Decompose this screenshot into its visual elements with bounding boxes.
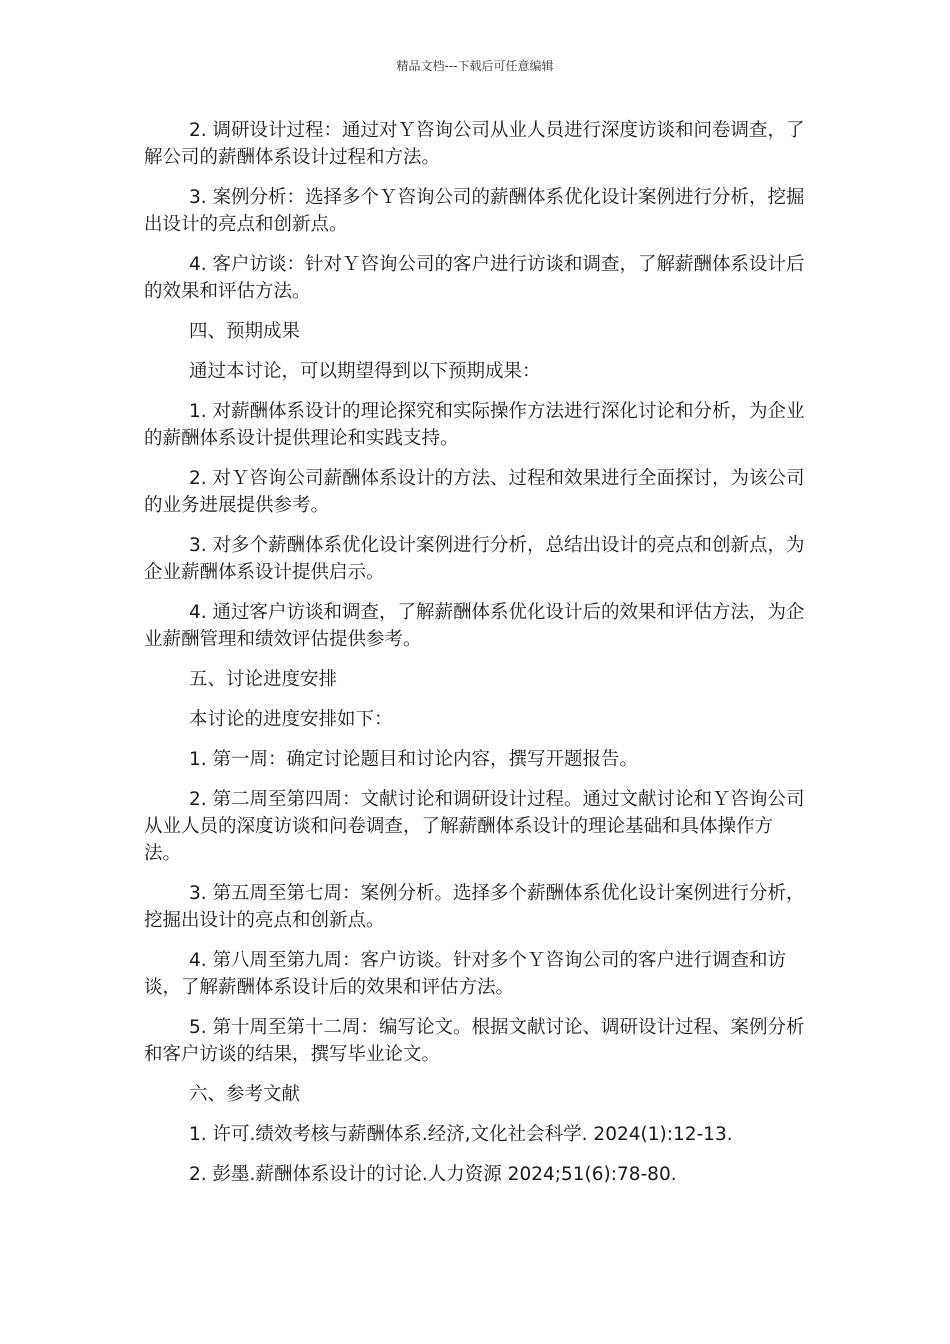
paragraph-result-3: 3. 对多个薪酬体系优化设计案例进行分析，总结出设计的亮点和创新点，为企业薪酬体系设计提供启示。 xyxy=(144,535,805,583)
paragraph-schedule-intro: 本讨论的进度安排如下： xyxy=(189,709,393,730)
paragraph-method-4: 4. 客户访谈：针对Ｙ咨询公司的客户进行访谈和调查，了解薪酬体系设计后的效果和评估方法。 xyxy=(144,254,805,302)
reference-item-2: 2. 彭墨.薪酬体系设计的讨论.人力资源 2024;51(6):78-80. xyxy=(189,1164,677,1185)
paragraph-schedule-4: 4. 第八周至第九周：客户访谈。针对多个Ｙ咨询公司的客户进行调查和访谈，了解薪酬体系设计后的效果和评估方法。 xyxy=(144,950,787,998)
section-heading-schedule: 五、讨论进度安排 xyxy=(189,669,338,690)
reference-item-1: 1. 许可.绩效考核与薪酬体系.经济,文化社会科学. 2024(1):12-13. xyxy=(189,1124,733,1145)
paragraph-schedule-3: 3. 第五周至第七周：案例分析。选择多个薪酬体系优化设计案例进行分析，挖掘出设计的亮点和创新点。 xyxy=(144,883,805,931)
paragraph-method-3: 3. 案例分析：选择多个Ｙ咨询公司的薪酬体系优化设计案例进行分析，挖掘出设计的亮点和创新点。 xyxy=(144,187,805,235)
section-heading-expected-results: 四、预期成果 xyxy=(189,321,301,342)
section-heading-references: 六、参考文献 xyxy=(189,1084,301,1105)
paragraph-schedule-1: 1. 第一周：确定讨论题目和讨论内容，撰写开题报告。 xyxy=(189,749,639,770)
paragraph-result-4: 4. 通过客户访谈和调查，了解薪酬体系优化设计后的效果和评估方法，为企业薪酬管理和绩效评估提供参考。 xyxy=(144,602,805,650)
page-header: 精品文档---下载后可任意编辑 xyxy=(396,59,554,73)
paragraph-schedule-2: 2. 第二周至第四周：文献讨论和调研设计过程。通过文献讨论和Ｙ咨询公司从业人员的深度访谈和问卷调查，了解薪酬体系设计的理论基础和具体操作方法。 xyxy=(144,789,805,864)
paragraph-result-2: 2. 对Ｙ咨询公司薪酬体系设计的方法、过程和效果进行全面探讨，为该公司的业务进展提供参考。 xyxy=(144,468,805,516)
document-body xyxy=(144,117,808,1201)
paragraph-schedule-5: 5. 第十周至第十二周：编写论文。根据文献讨论、调研设计过程、案例分析和客户访谈的结果，撰写毕业论文。 xyxy=(144,1017,805,1065)
paragraph-result-1: 1. 对薪酬体系设计的理论探究和实际操作方法进行深化讨论和分析，为企业的薪酬体系设计提供理论和实践支持。 xyxy=(144,401,805,449)
paragraph-method-2: 2. 调研设计过程：通过对Ｙ咨询公司从业人员进行深度访谈和问卷调查，了解公司的薪酬体系设计过程和方法。 xyxy=(144,120,805,168)
paragraph-results-intro: 通过本讨论，可以期望得到以下预期成果： xyxy=(189,361,541,382)
